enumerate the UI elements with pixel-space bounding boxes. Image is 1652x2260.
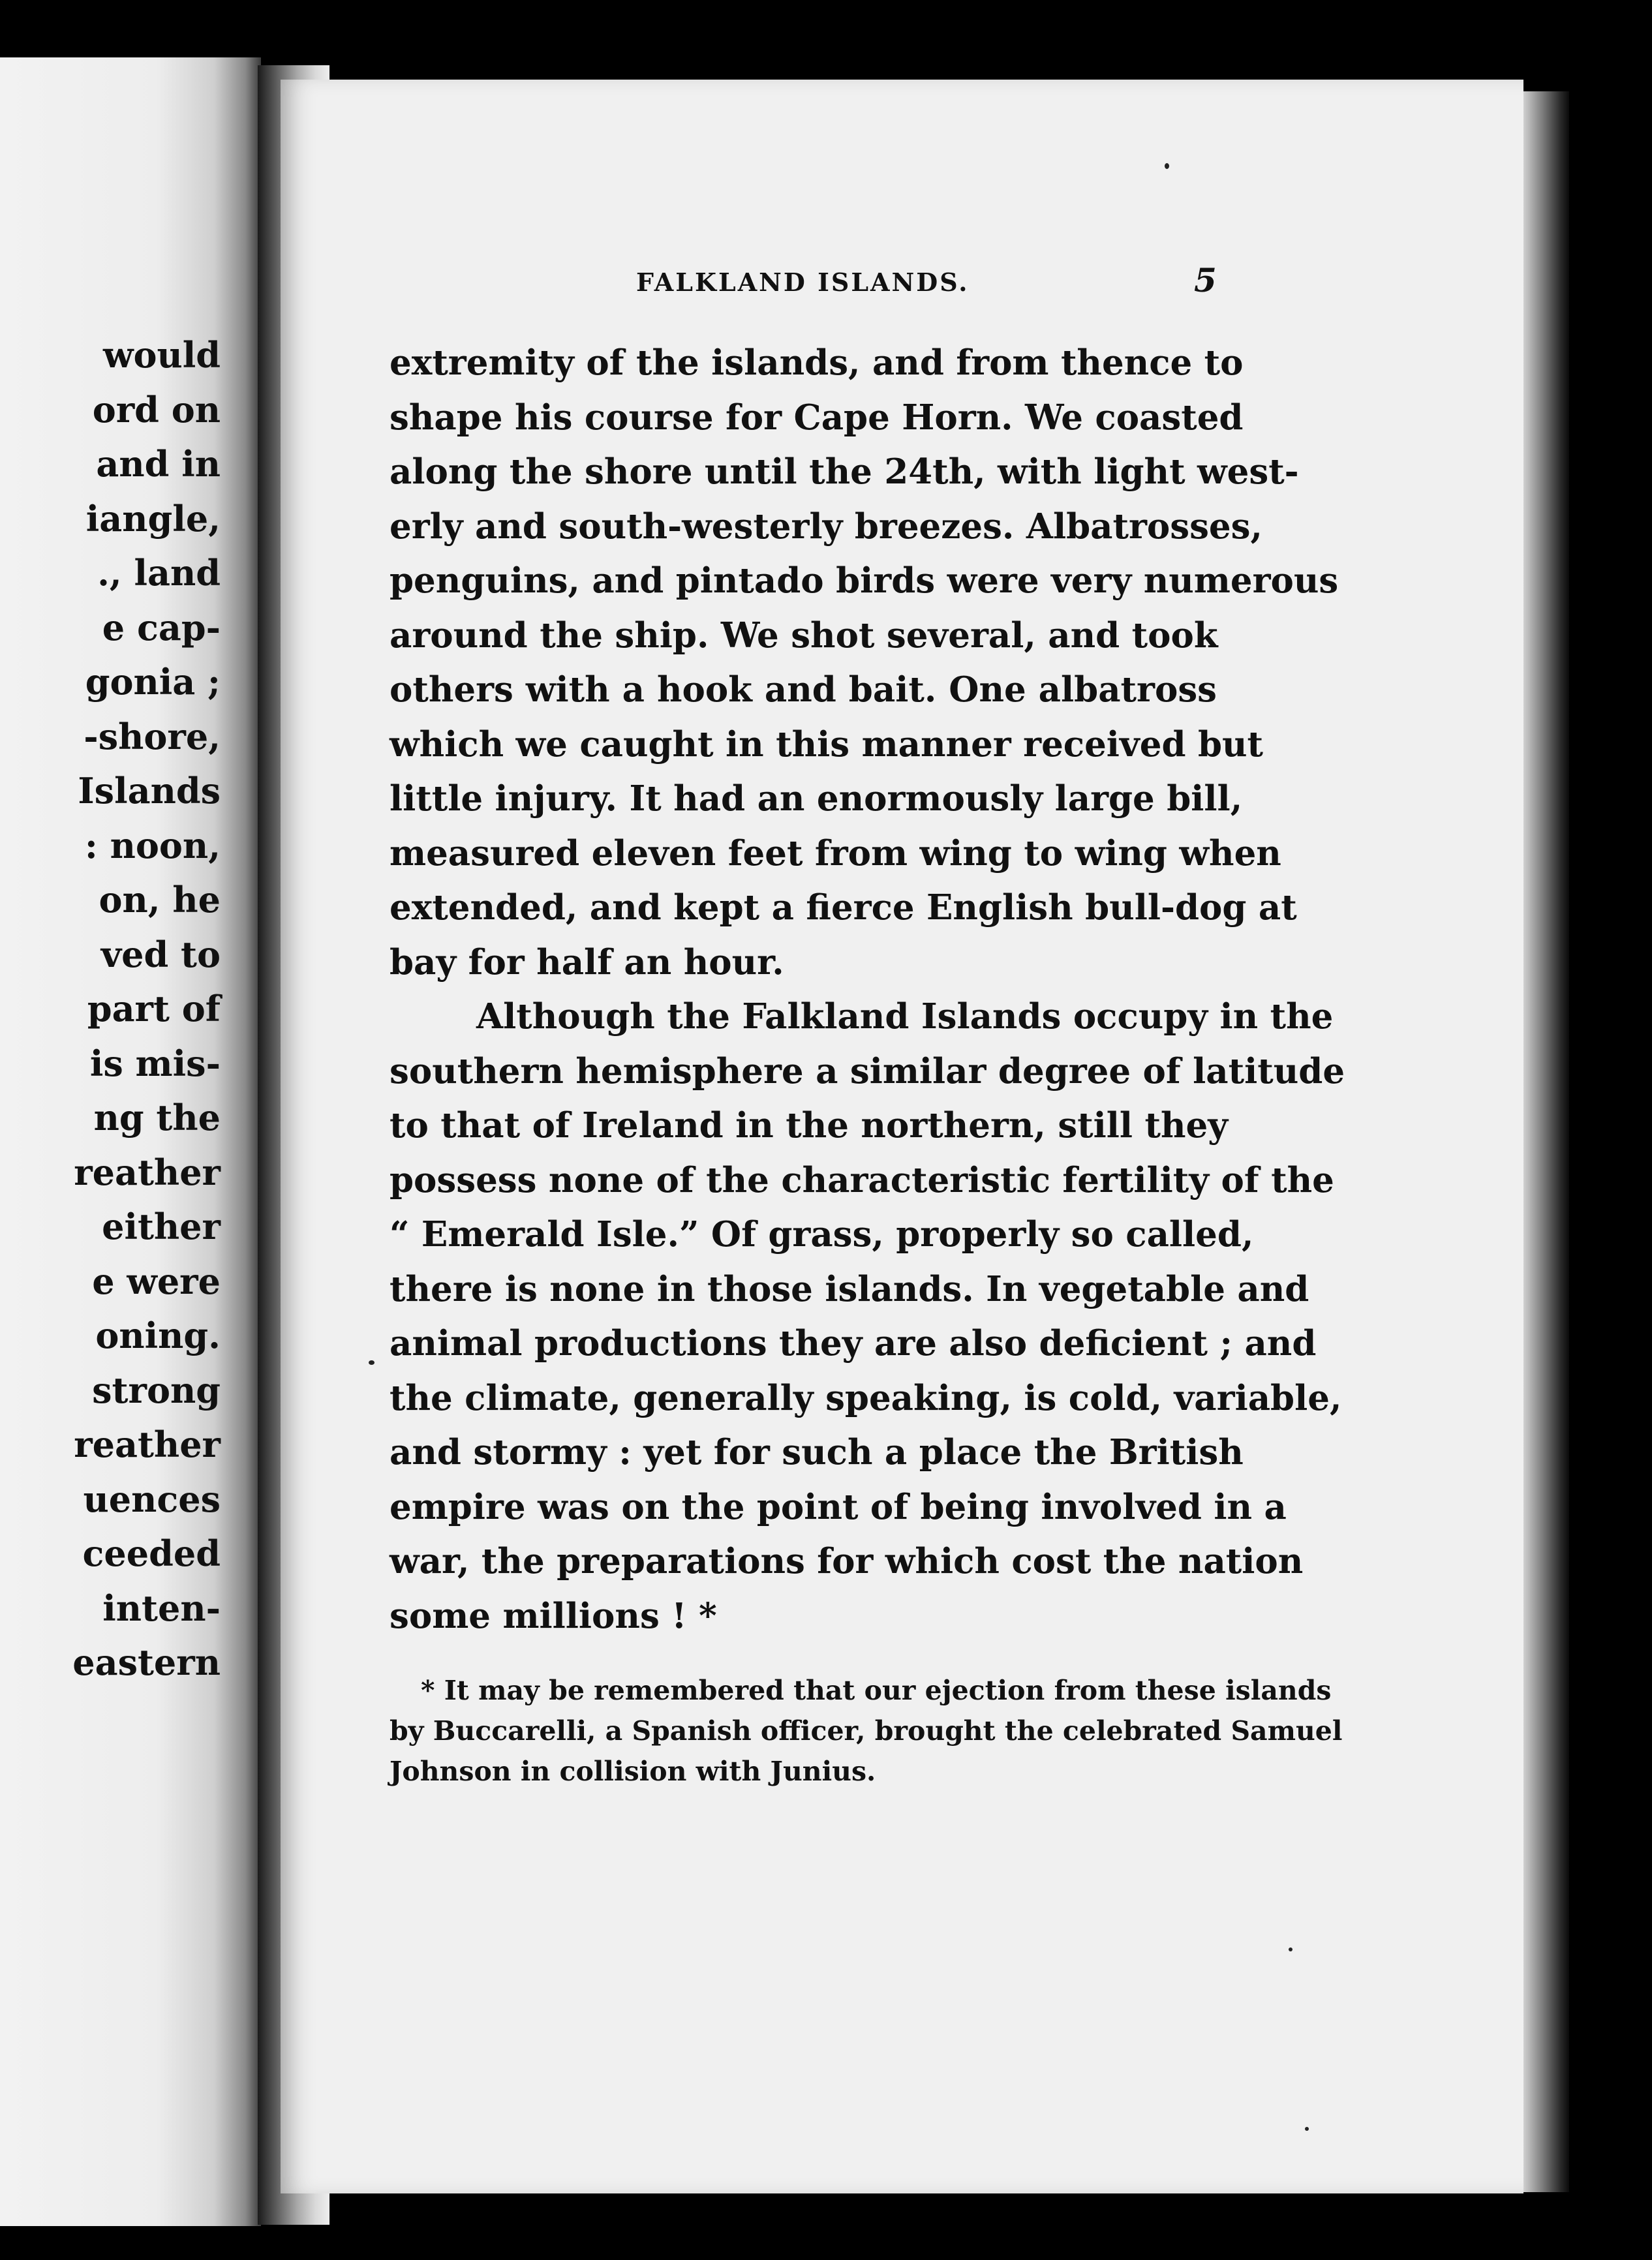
text-line: measured eleven feet from wing to wing when	[390, 832, 1281, 874]
left-page-text	[72, 328, 221, 1690]
scan-speck	[369, 1360, 375, 1365]
left-page-line: iangle,	[85, 497, 221, 540]
text-line: extremity of the islands, and from thence to	[390, 343, 1244, 383]
left-page-line: Islands	[78, 770, 221, 812]
text-line: and stormy : yet for such a place the British	[390, 1432, 1244, 1473]
left-page-line: on, he	[99, 879, 221, 921]
left-page-line: would	[102, 334, 221, 376]
footnote-line: Johnson in collision with Junius.	[390, 1756, 876, 1787]
text-line: around the ship. We shot several, and took	[390, 615, 1218, 656]
text-line: southern hemisphere a similar degree of latitude	[390, 1050, 1345, 1092]
text-line: bay for half an hour.	[390, 941, 784, 983]
text-line: little injury. It had an enormously large bill,	[390, 778, 1243, 819]
left-page-line: uences	[83, 1478, 221, 1520]
text-line: along the shore until the 24th, with light west-	[390, 451, 1299, 492]
left-page-line: part of	[87, 988, 221, 1030]
paragraph-2	[390, 990, 1345, 1643]
left-page-line: -shore,	[84, 715, 221, 757]
text-line: shape his course for Cape Horn. We coasted	[390, 397, 1244, 438]
left-page-line: e cap-	[102, 606, 221, 649]
text-line: animal productions they are also deficient ; and	[390, 1323, 1317, 1364]
page-number: 5	[1194, 261, 1217, 299]
text-line: Although the Falkland Islands occupy in the	[476, 996, 1334, 1037]
left-page-line: ord on	[92, 388, 221, 431]
left-page-line: gonia ;	[85, 661, 221, 703]
left-page-line: eastern	[72, 1642, 221, 1683]
running-head: FALKLAND ISLANDS.	[636, 267, 970, 297]
footnote-line: * It may be remembered that our ejection from these islands	[421, 1675, 1332, 1706]
paragraph-1	[390, 336, 1339, 990]
book-edge	[1523, 91, 1569, 2192]
body-text	[390, 336, 1345, 1643]
text-line: others with a hook and bait. One albatross	[390, 669, 1217, 710]
text-line: there is none in those islands. In vegetable and	[390, 1268, 1309, 1309]
left-page-line: and in	[96, 443, 221, 485]
left-page-line: strong	[92, 1369, 221, 1411]
text-line: possess none of the characteristic fertility of the	[390, 1159, 1334, 1200]
left-page-line: oning.	[95, 1315, 221, 1356]
left-page-line: reather	[74, 1424, 221, 1465]
text-line: erly and south-westerly breezes. Albatrosses,	[390, 506, 1262, 547]
scan-speck	[1305, 2127, 1309, 2131]
left-page-line: either	[102, 1206, 221, 1247]
text-line: the climate, generally speaking, is cold, variable,	[390, 1377, 1342, 1418]
left-page-line: ceeded	[82, 1533, 221, 1574]
left-page-line: ., land	[97, 552, 221, 594]
footnote-line: by Buccarelli, a Spanish officer, brought the celebrated Samuel	[390, 1715, 1343, 1747]
text-line: “ Emerald Isle.” Of grass, properly so called,	[390, 1214, 1254, 1255]
left-page-line: is mis-	[89, 1042, 221, 1084]
left-page-line: : noon,	[84, 824, 221, 866]
left-page-line: e were	[92, 1260, 221, 1302]
footnote	[390, 1670, 1343, 1792]
left-page-line: ved to	[100, 933, 221, 975]
text-line: some millions ! *	[390, 1595, 717, 1636]
scan-speck	[1165, 163, 1169, 169]
text-line: war, the preparations for which cost the nation	[390, 1541, 1304, 1581]
left-facing-page	[0, 57, 261, 2226]
scan-speck	[1289, 1947, 1293, 1951]
text-line: penguins, and pintado birds were very numerous	[390, 560, 1339, 601]
text-line: which we caught in this manner received but	[390, 724, 1264, 765]
text-line: to that of Ireland in the northern, still they	[390, 1105, 1229, 1146]
text-line: empire was on the point of being involved in a	[390, 1486, 1287, 1527]
left-page-line: ng the	[93, 1097, 221, 1138]
text-line: extended, and kept a fierce English bull-dog at	[390, 887, 1297, 928]
left-page-line: inten-	[102, 1587, 221, 1629]
left-page-line: reather	[74, 1151, 221, 1193]
